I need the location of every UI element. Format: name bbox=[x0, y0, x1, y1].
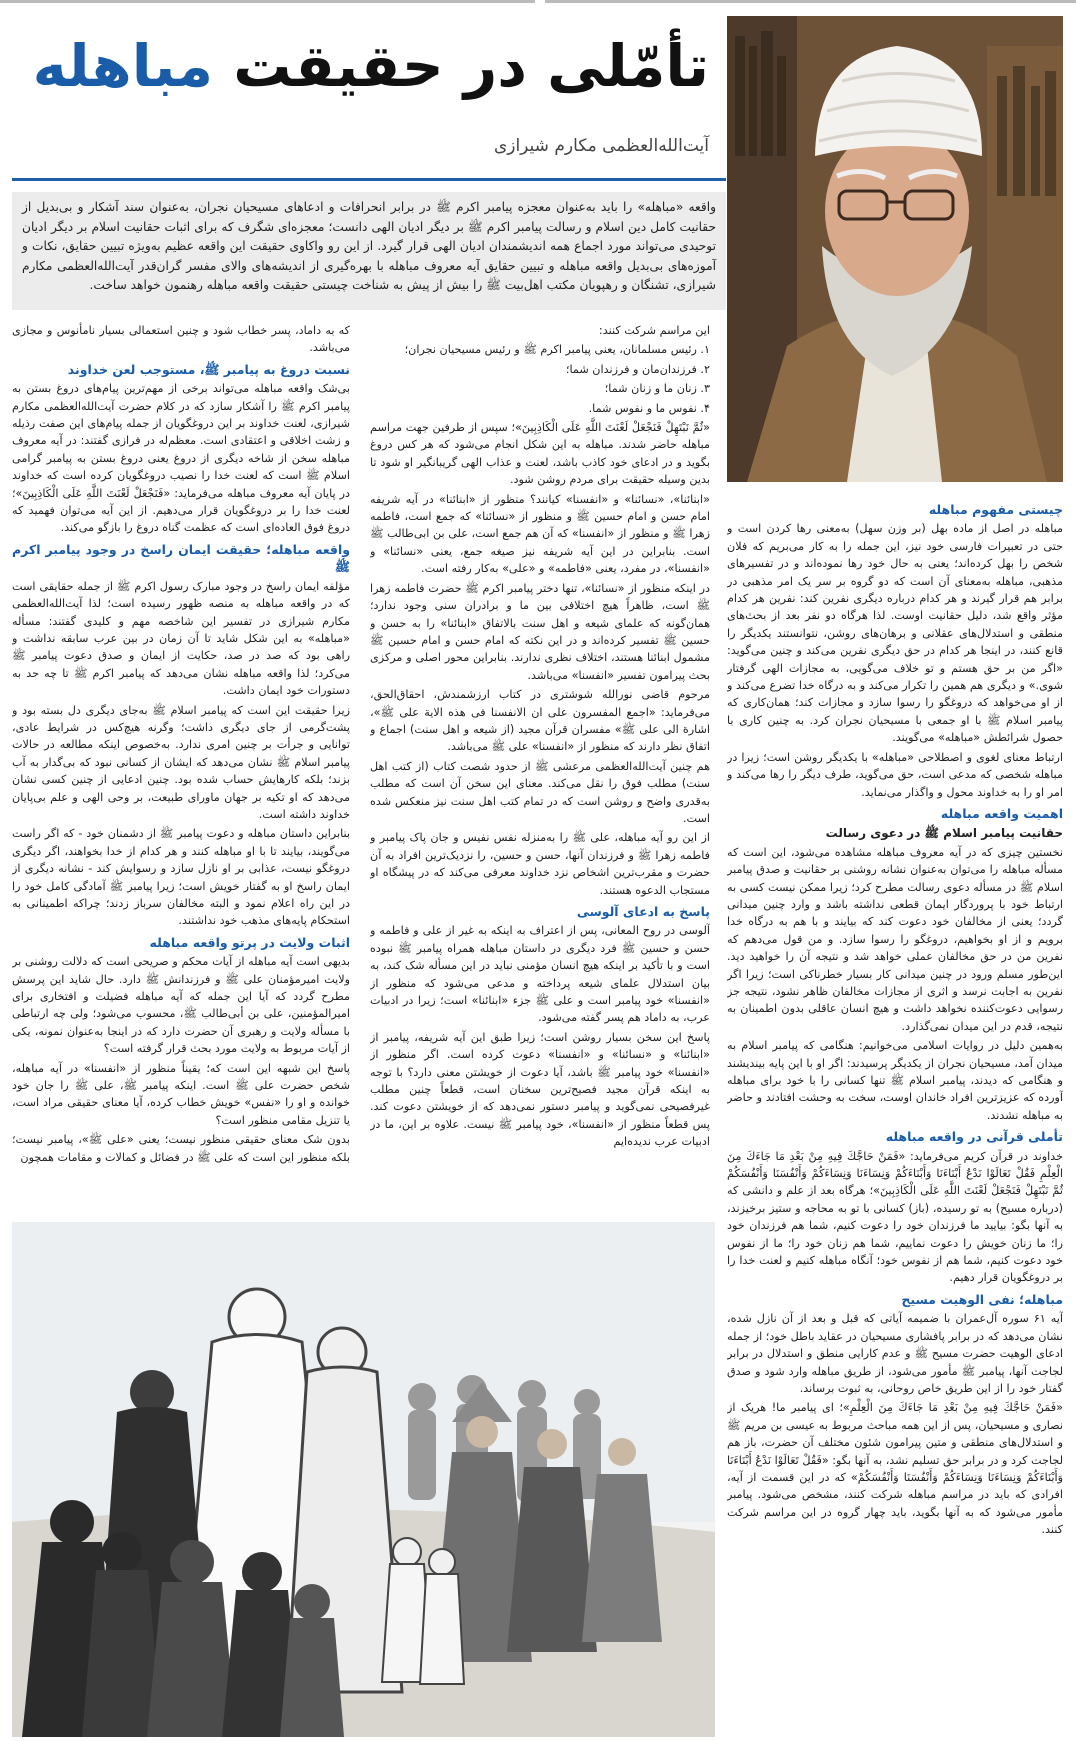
heading-quranic: تأملی قرآنی در واقعه مباهله bbox=[885, 1129, 1063, 1145]
title-part2: مباهله bbox=[32, 32, 214, 100]
heading-alusi: پاسخ به ادعای آلوسی bbox=[576, 904, 710, 919]
column-middle bbox=[370, 322, 710, 1208]
paragraph: آلوسی در روح المعانی، پس از اعتراف به اینکه به غیر از علی و فاطمه و حسن و حسین ﷺ فرد دیگری در داستان مباهله همراه پیامبر ﷺ نبوده است و با تأکید بر اینکه هیچ انسان مؤمنی نباید در این مسأله شک کند، به بیان استدلال علمای شیعه پرداخته و مدعی می‌شود که منظور از «انفسنا» خود پیامبر است و علی ﷺ جزء «ابنائنا» است؛ زیرا در ادبیات عرب، به داماد هم پسر گفته می‌شود. bbox=[370, 924, 710, 1025]
paragraph: زیرا حقیقت این است که پیامبر اسلام ﷺ به‌جای دیگری دل بسته بود و پشت‌گرمی از جای دیگری داشت؛ وگرنه هیچ‌کس در شرایط عادی، توانایی و جرأت بر چنین امری ندارد. به‌خصوص اینکه مطالعه در حالات پیامبر اسلام ﷺ نشان می‌دهد که ایشان از کسانی نبود که بی‌گدار به آب بزند؛ بلکه کارهایش حساب شده بود. چنین ادعایی از چنین کسی نشان می‌دهد که او تکیه بر جهان ماورای طبیعت، بر وحی الهی و علم بی‌پایان خداوند داشته است. bbox=[12, 703, 350, 821]
paragraph: بنابراین داستان مباهله و دعوت پیامبر ﷺ از دشمنان خود - که اگر راست می‌گویند، بیایند تا با او مباهله کنند و هر کدام از خدا بخواهند، اگر دیگری دروغگو نیست، عذابی بر او نازل سازد و رسوایش کند - نشانه دیگری از ایمان راسخ او به گفتار خویش است؛ زیرا پیامبر ﷺ آمادگی کامل خود را در این راه اعلام نمود و البته مخالفان سرباز زدند؛ چراکه اطمینانی به استحکام پایه‌های مذهب خود نداشتند. bbox=[12, 827, 350, 928]
column-right bbox=[727, 497, 1063, 1741]
heading-concept: چیستی مفهوم مباهله bbox=[928, 502, 1063, 517]
paragraph: این مراسم شرکت کنند: bbox=[598, 324, 710, 337]
paragraph: مرحوم قاضی نورالله شوشتری در کتاب ارزشمندش، احقاق‌الحق، می‌فرماید: «اجمع المفسرون علی ان الانفسنا فی هذه الایة علی ﷺ»، اشارة الی علی ﷺ» مفسران قرآن مجید (از شیعه و اهل سنت) اجماع و اتفاق نظر دارند که منظور از «انفسنا» علی ﷺ می‌باشد. bbox=[370, 688, 710, 754]
paragraph: بی‌شک واقعه مباهله می‌تواند برخی از مهم‌ترین پیام‌های دروغ بستن به پیامبر اکرم ﷺ را آشکار سازد که در کلام حضرت آیت‌الله‌العظمی مکارم شیرازی، لعنت خداوند بر این دروغگویان از جمله پیام‌های این صفت رذیله و زشت اخلاقی و اعتقادی است. معظم‌له در فرازی گفتند: در آیه معروف مباهله سخن از شاخه دیگری از دروغ یعنی دروغ بستن به پیامبر گرامی اسلام ﷺ است که لعنت خدا را نصیب دروغگویان کرده است که خداوند در پایان آیه معروف مباهله می‌فرماید: «فَنَجْعَلْ لَعْنَتَ اللَّهِ عَلَى الْكَاذِبِينَ»؛ لعنت خدا را بر دروغگویان قرار می‌دهیم. از این آیه می‌توان فهمید که دروغ فوق العاده‌ای است که عظمت گناه دروغ را بازگو می‌کند. bbox=[12, 382, 350, 535]
paragraph: «ثُمَّ نَبْتَهِلْ فَنَجْعَلْ لَعْنَتَ اللَّهِ عَلَى الْكَاذِبِينَ»؛ سپس از طرفین جهت مراسم مباهله حاضر شدند. مباهله به این شکل انجام می‌شود که هر کس دروغ بگوید و در ادعای خود کاذب باشد، لعنت و عذاب الهی گریبانگیر او شود تا بدین وسیله حقیقت برای مردم روشن شود. bbox=[370, 421, 710, 487]
column-left bbox=[12, 322, 350, 1208]
heading-divinity: مباهله؛ نفی الوهیت مسیح bbox=[901, 1291, 1063, 1307]
list-item: ۱. رئیس مسلمانان، یعنی پیامبر اکرم ﷺ و رئیس مسیحیان نجران؛ bbox=[404, 343, 710, 357]
author-name: آیت‌الله‌العظمی مکارم شیرازی bbox=[493, 136, 709, 156]
title-rule bbox=[12, 178, 726, 181]
paragraph: در اینکه منظور از «نسائنا»، تنها دختر پیامبر اکرم ﷺ حضرت فاطمه زهرا ﷺ است، ظاهراً هیچ اختلافی بین ما و برادران سنی وجود ندارد؛ همان‌گونه که علمای شیعه و اهل سنت بالاتفاق «ابنائنا» را به حسن و حسین ﷺ تفسیر کرده‌اند و در این نکته که امام حسن و امام حسین ﷺ مشمول ابنائنا هستند، اختلاف نظری ندارند. بنابراین محور اصلی و مرکزی بحث پیرامون تفسیر «انفسنا» می‌باشد. bbox=[370, 581, 710, 682]
list-item: ۲. فرزندان‌مان و فرزندان شما؛ bbox=[565, 362, 710, 376]
heading-importance: اهمیت واقعه مباهله bbox=[940, 805, 1063, 821]
paragraph: «فَمَنْ حَاجَّكَ فِيهِ مِنْ بَعْدِ مَا جَاءَكَ مِنَ الْعِلْمِ»؛ ای پیامبر ما! هریک از نصاری و مسیحیان، پس از این همه مباحث مربوط به عیسی بن مریم ﷺ و استدلال‌های منطقی و متین پیرامون شئون مختلف آن حضرت، باز هم لجاجت کرد و در برابر حق تسلیم نشد، به آنها بگو: «فَقُلْ تَعَالَوْا نَدْعُ أَبْنَاءَنَا وَأَبْنَاءَكُمْ وَنِسَاءَنَا وَنِسَاءَكُمْ وَأَنْفُسَنَا وَأَنْفُسَكُمْ» که در این قسمت از آیه، افرادی که باید در مراسم مباهله شرکت کنند، مشخص می‌شود. پیامبر مأمور می‌شود که به آنها بگوید، باید چهار گروه در این مراسم شرکت کنند. bbox=[727, 1401, 1063, 1537]
paragraph: هم چنین آیت‌الله‌العظمی مرعشی ﷺ از حدود شصت کتاب (از کتب اهل سنت) مطلب فوق را نقل می‌کند. معنای این سخن آن است که مطلب به‌قدری واضح و روشن است که در تمام کتب اهل سنت نیز منعکس شده است. bbox=[370, 759, 710, 825]
list-item: ۴. نفوس ما و نفوس شما. bbox=[588, 401, 710, 415]
paragraph: بدون شک معنای حقیقی منظور نیست؛ یعنی «علی ﷺ»، پیامبر نیست؛ بلکه منظور این است که علی ﷺ در فضائل و کمالات و مقامات همچون bbox=[12, 1133, 350, 1164]
paragraph: از این رو آیه مباهله، علی ﷺ را به‌منزله نفس نفیس و جان پاک پیامبر و فاطمه زهرا ﷺ و فرزندان آنها، حسن و حسین، را نزدیک‌ترین افراد به آن حضرت و مقرب‌ترین اشخاص نزد خداوند معرفی می‌کند که در پیشگاه او مستجاب الدعوه هستند. bbox=[370, 831, 710, 897]
paragraph: مؤلفه ایمان راسخ در وجود مبارک رسول اکرم ﷺ از جمله حقایقی است که در واقعه مباهله به منصه ظهور رسیده است؛ لذا آیت‌الله‌العظمی مکارم شیرازی در تفسیر این شاخصه مهم و کلیدی گفتند: مسأله «مباهله» به این شکل شاید تا آن زمان در بین عرب سابقه نداشت و راهی بود که صد در صد، حکایت از ایمان و صدق دعوت پیامبر ﷺ می‌کرد؛ لذا واقعه مباهله نشان می‌دهد که پیامبر اکرم ﷺ تا چه حد به دستورات خود ایمان داشت. bbox=[12, 579, 350, 698]
illustration-drawing bbox=[12, 1222, 715, 1737]
heading-lie: نسبت دروغ به پیامبر ﷺ، مستوجب لعن خداوند bbox=[67, 361, 350, 377]
paragraph: پاسخ این سخن بسیار روشن است؛ زیرا طبق این آیه شریفه، پیامبر از «ابنائنا» و «نسائنا» و «انفسنا» دعوت کرده است. اگر منظور از «انفسنا» خود پیامبر ﷺ باشد، آیا دعوت از خویشتن معنی دارد؟ با توجه به اینکه قرآن مجید فصیح‌ترین سخنان است، قطعاً چنین مطلب غیرفصیحی نمی‌گوید و پیامبر دستور نمی‌دهد که از خویشتن دعوت کند. پس قطعاً منظور از «انفسنا»، خود پیامبر ﷺ نیست. علاوه بر این، ما در ادبیات عرب ندیده‌ایم bbox=[370, 1030, 710, 1149]
paragraph: نخستین چیزی که در آیه معروف مباهله مشاهده می‌شود، این است که مسأله مباهله را می‌توان به‌عنوان نشانه روشنی بر حقانیت و صدق پیامبر اسلام ﷺ در مسأله دعوی رسالت مطرح کرد؛ زیرا ممکن نیست کسی به ارتباط خود با پروردگار ایمان قطعی نداشته باشد و وارد چنین میدانی گردد؛ یعنی از مخالفان خود دعوت کند که بیایند و با هم به درگاه خدا برویم و از او بخواهیم، دروغگو را رسوا سازد. و من قول می‌دهم که نفرین من در حق مخالفان عملی خواهد شد و نتیجه آن را خواهید دید. این‌طور مسلم ورود در چنین میدانی کار بسیار خطرناکی است؛ زیرا اگر نفرین به اجابت نرسد و اثری از مجازات مخالفان ظاهر نشود، نتیجه جز رسوایی دعوت‌کننده نخواهد داشت و هیچ انسان عاقلی بدون اطمینان به نتیجه، قدم در این میدان نمی‌گذارد. bbox=[727, 845, 1063, 1033]
paragraph: خداوند در قرآن کریم می‌فرماید: «فَمَنْ حَاجَّكَ فِيهِ مِنْ بَعْدِ مَا جَاءَكَ مِنَ الْعِلْمِ فَقُلْ تَعَالَوْا نَدْعُ أَبْنَاءَنَا وَأَبْنَاءَكُمْ وَنِسَاءَنَا وَنِسَاءَكُمْ وَأَنْفُسَنَا وَأَنْفُسَكُمْ ثُمَّ نَبْتَهِلْ فَنَجْعَلْ لَعْنَتَ اللَّهِ عَلَى الْكَاذِبِينَ»؛ هرگاه بعد از علم و دانشی که (درباره مسیح) به تو رسیده، (باز) کسانی با تو به محاجه و ستیز برخیزند، به آنها بگو: بیایید ما فرزندان خود را دعوت کنیم، شما هم فرزندان خود را؛ ما زنان خویش را دعوت نماییم، شما هم زنان خود را؛ ما از نفوس خود دعوت کنیم، شما هم از نفوس خود؛ آنگاه مباهله کنیم و لعنت خدا را بر دروغگویان قرار دهیم. bbox=[727, 1149, 1063, 1285]
page-title bbox=[33, 30, 709, 102]
list-item: ۳. زنان ما و زنان شما؛ bbox=[604, 382, 710, 396]
portrait-drawing bbox=[727, 16, 1063, 482]
intro-box: واقعه «مباهله» را باید به‌عنوان معجزه پیامبر اکرم ﷺ در برابر انحرافات و ادعاهای مسیحیان نجران، به‌عنوان سند آشکار و بی‌بدیل از حقانیت کامل دین اسلام و رسالت پیامبر اکرم ﷺ بر دیگر ادیان الهی دانست؛ معجزه‌ای شگرف که برای اثبات حقانیت اسلام بر دیگر ادیان توحیدی می‌تواند مورد اجماع همه اندیشمندان ادیان الهی قرار گیرد. از این رو واکاوی حقیقت این واقعه عظیم به‌ویژه تبیین حقایق، نکات و آموزه‌های بی‌بدیل واقعه مباهله و تبیین حقایق آیه معروف مباهله با بهره‌گیری از اندیشه‌های والای مفسر گران‌قدر آیت‌الله‌العظمی مکارم شیرازی، تشنگان و رهپویان مکتب اهل‌بیت ﷺ را بیش از پیش به شناخت چیستی حقیقت واقعه مباهله رهنمون خواهد ساخت. bbox=[12, 192, 726, 310]
paragraph: آیه ۶۱ سوره آل‌عمران با ضمیمه آیاتی که قبل و بعد از آن نازل شده، نشان می‌دهد که در برابر پافشاری مسیحیان در عقاید باطل خود؛ از جمله ادعای الوهیت حضرت مسیح ﷺ و عدم کارایی منطق و استدلال در برابر لجاجت آنها، پیامبر ﷺ مأمور می‌شود، از طریق مباهله وارد شود و صدق گفتار خود را از این طریق خاص روحانی، به ثبوت برساند. bbox=[727, 1312, 1063, 1395]
title-part1: تأمّلی در حقیقت bbox=[233, 32, 709, 100]
paragraph: ارتباط معنای لغوی و اصطلاحی «مباهله» با یکدیگر روشن است؛ زیرا در مباهله شخصی که مدعی است، حق می‌گوید، طرف دیگر را رها می‌کند و امر او را به خداوند محول و واگذار می‌نماید. bbox=[727, 750, 1063, 799]
top-rule-right bbox=[545, 0, 1076, 3]
paragraph: «ابنائنا»، «نسائنا» و «انفسنا» کیانند؟ منظور از «ابنائنا» در آیه شریفه امام حسن و امام حسین ﷺ و منظور از «نسائنا» که جمع است، فاطمه زهرا ﷺ و منظور از «انفسنا» که آن هم جمع است، علی بن ابی‌طالب ﷺ است. بنابراین در این آیه شریفه نیز صیغه جمع، یعنی «نسائنا» و «انفسنا»، در مفرد، یعنی «فاطمه» و «علی» به‌کار رفته است. bbox=[370, 492, 710, 576]
paragraph: به‌همین دلیل در روایات اسلامی می‌خوانیم: هنگامی که پیامبر اسلام به میدان آمد، مسیحیان نجران از یکدیگر پرسیدند: اگر او با این پایه بیندیشند و هنگامی که دیدند، پیامبر اسلام ﷺ تنها کسانی را با خود برای مباهله آورده که عزیزترین افراد خاندان اوست، سخت به وحشت افتادند و حاضر به مباهله نشدند. bbox=[727, 1039, 1063, 1122]
heading-faith: واقعه مباهله؛ حقیقت ایمان راسخ در وجود پیامبر اکرم ﷺ bbox=[12, 541, 350, 575]
paragraph: که به داماد، پسر خطاب شود و چنین استعمالی بسیار نامأنوس و مجازی می‌باشد. bbox=[12, 324, 350, 355]
mubahala-illustration bbox=[12, 1222, 715, 1737]
subheading-prophethood: حقانیت پیامبر اسلام ﷺ در دعوی رسالت bbox=[825, 826, 1063, 841]
paragraph: پاسخ این شبهه این است که؛ یقیناً منظور از «انفسنا» در آیه مباهله، شخص حضرت علی ﷺ است. اینکه پیامبر ﷺ، علی ﷺ را جان خود خوانده و او را «نفس» خویش خطاب کرده، آیا معنای حقیقی مراد است، یا تنزیل مقامی منظور است؟ bbox=[12, 1061, 350, 1127]
paragraph: مباهله در اصل از ماده بهل (بر وزن سهل) به‌معنی رها کردن است و حتی در تعبیرات فارسی خود نیز، این جمله را به کار می‌بریم که فلان شخص را بهل کرده‌اند؛ یعنی به حال خود رها نموده‌اند و در تفسیرهای مذهبی، مباهله به‌معنای آن است که دو گروه بر سر یک امر مذهبی در برابر هم قرار گیرند و هر کدام درباره دیگری نفرین کند: نفرین هر کدام مؤثر واقع شد، دلیل حقانیت اوست. لذا هرگاه دو نفر بعد از بحث‌های منطقی و استدلال‌های عقلانی و برهان‌های روشن، نتوانستند یکدیگر را قانع کنند، در اینجا هر کدام در حق دیگری نفرین می‌کند و چنین می‌گوید: «اگر من بر حق هستم و تو خلاف می‌گویی، به مجازات الهی گرفتار شوی.» و دیگری هم همین را تکرار می‌کند و به درگاه خدا تضرع می‌کند و از او می‌خواهد که دروغگو را رسوا سازد و مجازات کند؛ همان‌کاری که پیامبر اسلام ﷺ با او جمعی با مسیحیان نجران کرد. به چنین کاری با حصول شرائطش «مباهله» می‌گویند. bbox=[727, 522, 1063, 745]
paragraph: بدیهی است آیه مباهله از آیات محکم و صریحی است که دلالت روشنی بر ولایت امیرمؤمنان علی ﷺ و فرزندانش ﷺ دارد. حال شاید این پرسش مطرح گردد که آیا این جمله که آیه مباهله فضیلت و افتخاری برای امیرالمؤمنین، علی بن أبی‌طالب ﷺ، محسوب می‌شود؛ ولی چه ارتباطی با مسأله ولایت و رهبری آن حضرت دارد که در اینجا به‌عنوان نمونه، یکی از آیات مربوط به ولایت مورد بحث قرار گرفته است؟ bbox=[12, 955, 350, 1056]
top-rule-left bbox=[0, 0, 535, 3]
heading-wilayah: اثبات ولایت در پرتو واقعه مباهله bbox=[149, 934, 350, 950]
author-portrait bbox=[727, 16, 1063, 482]
